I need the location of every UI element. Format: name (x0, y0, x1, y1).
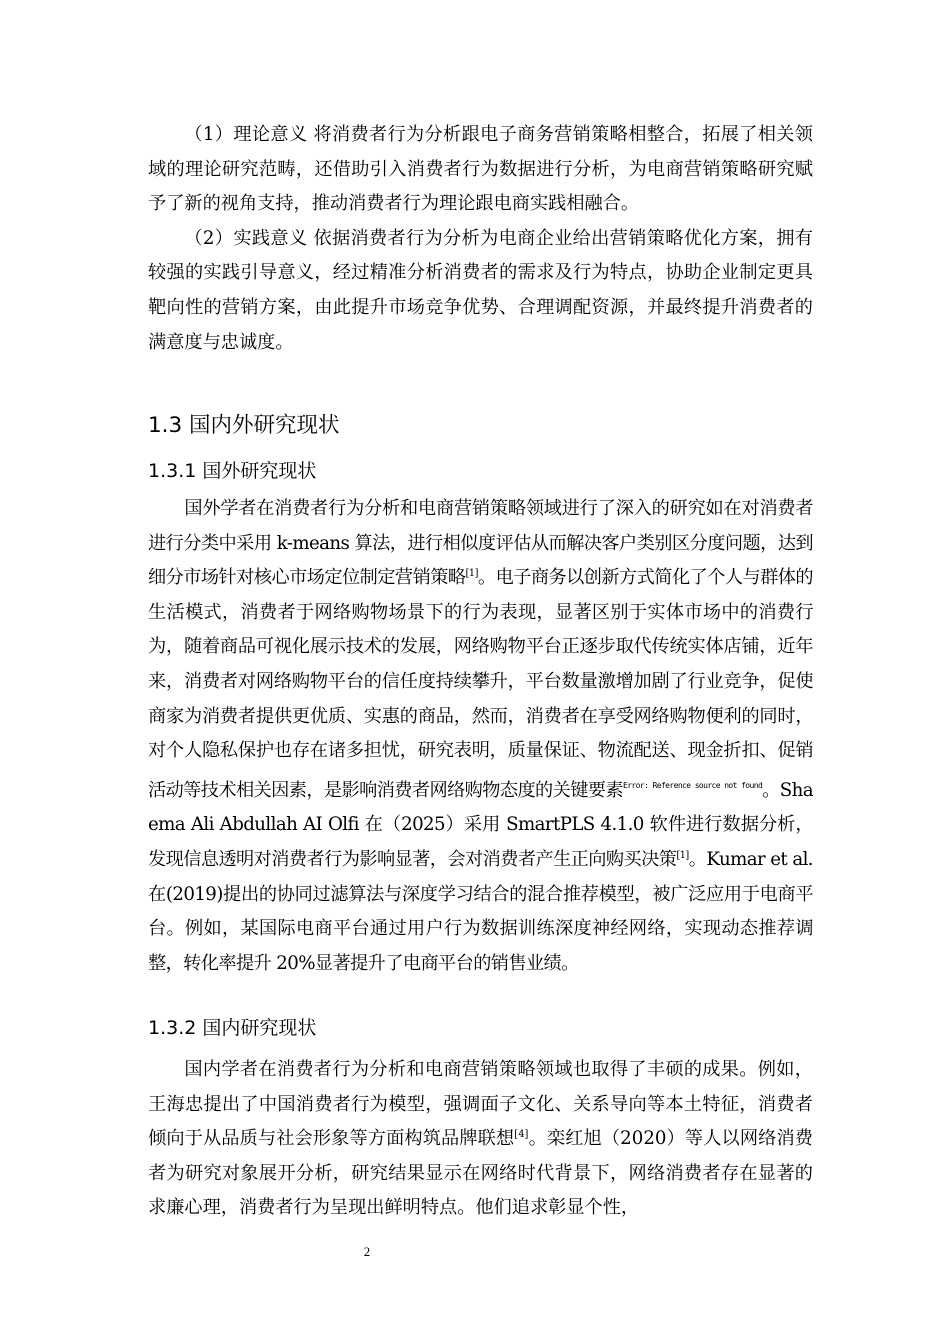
foreign-research-section (148, 492, 813, 981)
subsection-heading-foreign: 1.3.1 国外研究现状 (148, 460, 317, 482)
section-heading-research-status: 1.3 国内外研究现状 (148, 413, 340, 438)
reference-error: Error: Reference source not found (623, 780, 763, 790)
domestic-research-section (148, 1053, 813, 1226)
foreign-text-2: 。电子商务以创新方式简化了个人与群体的生活模式，消费者于网络购物场景下的行为表现，显著区别于实体市场中的消费行为，随着商品可视化展示技术的发展，网络购物平台正逐步取代传统实体店铺，近年来，消费者对网络购物平台的信任度持续攀升，平台数量激增加剧了行业竞争，促使商家为消费者提供更优质、实惠的商品，然而，消费者在享受网络购物便利的同时，对个人隐私保护也存在诸多担忧，研究表明，质量保证、物流配送、现金折扣、促销活动等技术相关因素，是影响消费者网络购物态度的关键要素 (148, 567, 814, 801)
citation-1: [1] (465, 568, 478, 580)
domestic-research-paragraph (148, 1053, 813, 1226)
theory-significance-paragraph: （1）理论意义 将消费者行为分析跟电子商务营销策略相整合，拓展了相关领域的理论研究范畴，还借助引入消费者行为数据进行分析，为电商营销策略研究赋予了新的视角支持，推动消费者行为理论跟电商实践相融合。 (148, 124, 813, 215)
significance-section (148, 118, 813, 360)
foreign-text-3: 。Shaema Ali Abdullah AI Olfi 在（2025）采用 SmartPLS 4.1.0 软件进行数据分析，发现信息透明对消费者行为影响显著，会对消费者产生正向购买决策 (148, 779, 813, 870)
domestic-text-2: 。栾红旭（2020）等人以网络消费者为研究对象展开分析，研究结果显示在网络时代背景下，网络消费者存在显著的求廉心理，消费者行为呈现出鲜明特点。他们追求彰显个性， (148, 1128, 813, 1219)
citation-4: [4] (514, 1129, 529, 1141)
page-number: 2 (363, 1244, 371, 1259)
citation-2: [1] (676, 849, 689, 861)
foreign-research-paragraph (148, 492, 813, 981)
foreign-text-4: 。Kumar et al. 在(2019)提出的协同过滤算法与深度学习结合的混合推荐模型，被广泛应用于电商平台。例如，某国际电商平台通过用户行为数据训练深度神经网络，实现动态推荐调整，转化率提升 20%显著提升了电商平台的销售业绩。 (148, 848, 813, 974)
subsection-heading-domestic: 1.3.2 国内研究现状 (148, 1017, 317, 1039)
domestic-text-1: 国内学者在消费者行为分析和电商营销策略领域也取得了丰硕的成果。例如，王海忠提出了中国消费者行为模型，强调面子文化、关系导向等本土特征，消费者倾向于从品质与社会形象等方面构筑品牌联想 (148, 1059, 813, 1150)
foreign-text-1: 国外学者在消费者行为分析和电商营销策略领域进行了深入的研究如在对消费者进行分类中采用 k-means 算法，进行相似度评估从而解决客户类别区分度问题，达到细分市场针对核心市场定位制定营销策略 (148, 498, 813, 589)
practice-significance-paragraph: （2）实践意义 依据消费者行为分析为电商企业给出营销策略优化方案，拥有较强的实践引导意义，经过精准分析消费者的需求及行为特点，协助企业制定更具靶向性的营销方案，由此提升市场竞争优势、合理调配资源，并最终提升消费者的满意度与忠诚度。 (148, 227, 813, 353)
